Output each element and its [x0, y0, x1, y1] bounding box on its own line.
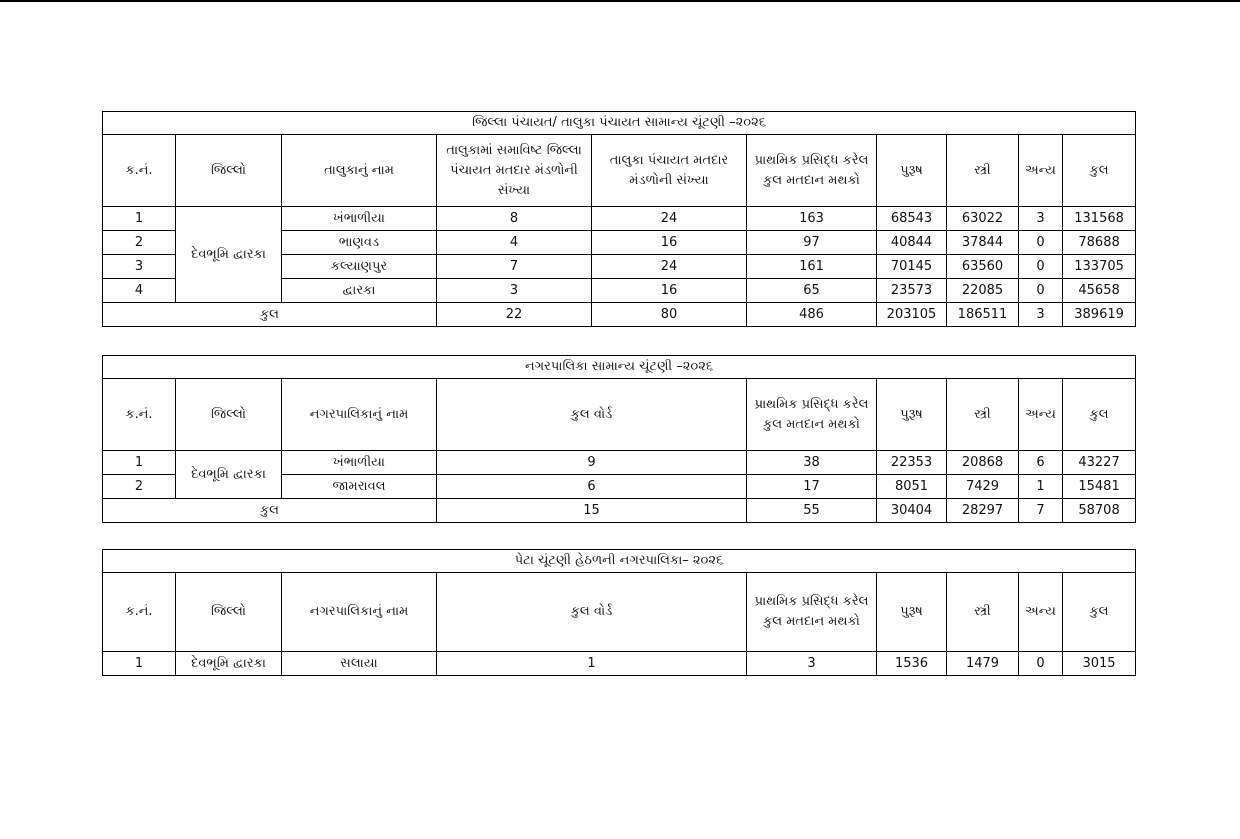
header-nagarpalika-name: નગરપાલિકાનું નામ [282, 573, 437, 652]
cell-district: દેવભૂમિ દ્વારકા [176, 451, 282, 499]
total-taluka-constituencies: 80 [592, 303, 747, 327]
header-taluka-constituencies: તાલુકા પંચાયત મતદાર મંડળોની સંખ્યા [592, 135, 747, 207]
cell-serial: 1 [103, 451, 176, 475]
header-other: અન્ય [1019, 573, 1063, 652]
cell-other: 0 [1019, 279, 1063, 303]
cell-female: 7429 [947, 475, 1019, 499]
cell-male: 40844 [877, 231, 947, 255]
cell-total: 15481 [1063, 475, 1136, 499]
cell-district: દેવભૂમિ દ્વારકા [176, 207, 282, 303]
cell-serial: 2 [103, 231, 176, 255]
header-serial: ક.નં. [103, 135, 176, 207]
header-total: કુલ [1063, 379, 1136, 451]
header-jilla-constituencies: તાલુકામાં સમાવિષ્ટ જિલ્લા પંચાયત મતદાર મંડળોની સંખ્યા [437, 135, 592, 207]
cell-male: 22353 [877, 451, 947, 475]
cell-polling-stations: 38 [747, 451, 877, 475]
total-male: 30404 [877, 499, 947, 523]
cell-female: 63022 [947, 207, 1019, 231]
header-serial: ક.નં. [103, 379, 176, 451]
cell-serial: 4 [103, 279, 176, 303]
header-total-wards: કુલ વોર્ડ [437, 573, 747, 652]
header-other: અન્ય [1019, 379, 1063, 451]
cell-taluka-constituencies: 24 [592, 207, 747, 231]
cell-male: 70145 [877, 255, 947, 279]
cell-polling-stations: 161 [747, 255, 877, 279]
cell-taluka: કલ્યાણપુર [282, 255, 437, 279]
cell-total: 3015 [1063, 652, 1136, 676]
header-district: જિલ્લો [176, 135, 282, 207]
cell-male: 23573 [877, 279, 947, 303]
cell-wards: 6 [437, 475, 747, 499]
cell-serial: 2 [103, 475, 176, 499]
header-polling-stations: પ્રાથમિક પ્રસિદ્ધ કરેલ કુલ મતદાન મથકો [747, 379, 877, 451]
cell-nagarpalika: જામરાવલ [282, 475, 437, 499]
table-row [103, 451, 1136, 475]
cell-nagarpalika: ખંભાળીયા [282, 451, 437, 475]
cell-other: 0 [1019, 255, 1063, 279]
total-polling-stations: 486 [747, 303, 877, 327]
cell-serial: 3 [103, 255, 176, 279]
total-female: 28297 [947, 499, 1019, 523]
cell-female: 63560 [947, 255, 1019, 279]
peta-chunti-nagarpalika-table [102, 549, 1136, 676]
cell-taluka: ભાણવડ [282, 231, 437, 255]
table-row [103, 652, 1136, 676]
header-district: જિલ્લો [176, 379, 282, 451]
table-title: પેટા ચૂંટણી હેઠળની નગરપાલિકા– ૨૦૨૬ [103, 550, 1136, 573]
total-polling-stations: 55 [747, 499, 877, 523]
cell-female: 37844 [947, 231, 1019, 255]
cell-serial: 1 [103, 652, 176, 676]
cell-total: 78688 [1063, 231, 1136, 255]
cell-female: 22085 [947, 279, 1019, 303]
cell-polling-stations: 3 [747, 652, 877, 676]
top-border-line [0, 0, 1240, 2]
cell-serial: 1 [103, 207, 176, 231]
total-other: 7 [1019, 499, 1063, 523]
total-total: 389619 [1063, 303, 1136, 327]
cell-male: 8051 [877, 475, 947, 499]
header-serial: ક.નં. [103, 573, 176, 652]
cell-other: 1 [1019, 475, 1063, 499]
cell-other: 6 [1019, 451, 1063, 475]
header-female: સ્ત્રી [947, 379, 1019, 451]
cell-jilla-constituencies: 4 [437, 231, 592, 255]
cell-district: દેવભૂમિ દ્વારકા [176, 652, 282, 676]
cell-jilla-constituencies: 3 [437, 279, 592, 303]
cell-taluka-constituencies: 16 [592, 279, 747, 303]
cell-total: 45658 [1063, 279, 1136, 303]
cell-taluka: દ્વારકા [282, 279, 437, 303]
total-label: કુલ [103, 303, 437, 327]
total-wards: 15 [437, 499, 747, 523]
cell-wards: 1 [437, 652, 747, 676]
header-polling-stations: પ્રાથમિક પ્રસિદ્ધ કરેલ કુલ મતદાન મથકો [747, 135, 877, 207]
cell-male: 68543 [877, 207, 947, 231]
cell-polling-stations: 17 [747, 475, 877, 499]
cell-polling-stations: 97 [747, 231, 877, 255]
cell-other: 3 [1019, 207, 1063, 231]
total-row [103, 303, 1136, 327]
total-jilla-constituencies: 22 [437, 303, 592, 327]
cell-male: 1536 [877, 652, 947, 676]
header-total: કુલ [1063, 135, 1136, 207]
total-male: 203105 [877, 303, 947, 327]
table-title: નગરપાલિકા સામાન્ય ચૂંટણી –૨૦૨૬ [103, 356, 1136, 379]
cell-taluka-constituencies: 24 [592, 255, 747, 279]
cell-other: 0 [1019, 652, 1063, 676]
header-other: અન્ય [1019, 135, 1063, 207]
table-title: જિલ્લા પંચાયત/ તાલુકા પંચાયત સામાન્ય ચૂંટણી –૨૦૨૬ [103, 112, 1136, 135]
total-label: કુલ [103, 499, 437, 523]
cell-nagarpalika: સલાયા [282, 652, 437, 676]
cell-taluka: ખંભાળીયા [282, 207, 437, 231]
table-row [103, 207, 1136, 231]
nagarpalika-election-table [102, 355, 1136, 523]
total-other: 3 [1019, 303, 1063, 327]
header-polling-stations: પ્રાથમિક પ્રસિદ્ધ કરેલ કુલ મતદાન મથકો [747, 573, 877, 652]
jilla-taluka-panchayat-table [102, 111, 1136, 327]
cell-jilla-constituencies: 7 [437, 255, 592, 279]
cell-wards: 9 [437, 451, 747, 475]
total-total: 58708 [1063, 499, 1136, 523]
cell-other: 0 [1019, 231, 1063, 255]
total-female: 186511 [947, 303, 1019, 327]
cell-jilla-constituencies: 8 [437, 207, 592, 231]
header-female: સ્ત્રી [947, 573, 1019, 652]
cell-total: 133705 [1063, 255, 1136, 279]
header-total-wards: કુલ વોર્ડ [437, 379, 747, 451]
cell-taluka-constituencies: 16 [592, 231, 747, 255]
header-female: સ્ત્રી [947, 135, 1019, 207]
total-row [103, 499, 1136, 523]
header-nagarpalika-name: નગરપાલિકાનું નામ [282, 379, 437, 451]
header-taluka-name: તાલુકાનું નામ [282, 135, 437, 207]
cell-total: 131568 [1063, 207, 1136, 231]
cell-polling-stations: 163 [747, 207, 877, 231]
header-district: જિલ્લો [176, 573, 282, 652]
header-male: પુરૂષ [877, 573, 947, 652]
header-male: પુરૂષ [877, 379, 947, 451]
header-male: પુરૂષ [877, 135, 947, 207]
cell-female: 1479 [947, 652, 1019, 676]
cell-female: 20868 [947, 451, 1019, 475]
cell-total: 43227 [1063, 451, 1136, 475]
cell-polling-stations: 65 [747, 279, 877, 303]
header-total: કુલ [1063, 573, 1136, 652]
